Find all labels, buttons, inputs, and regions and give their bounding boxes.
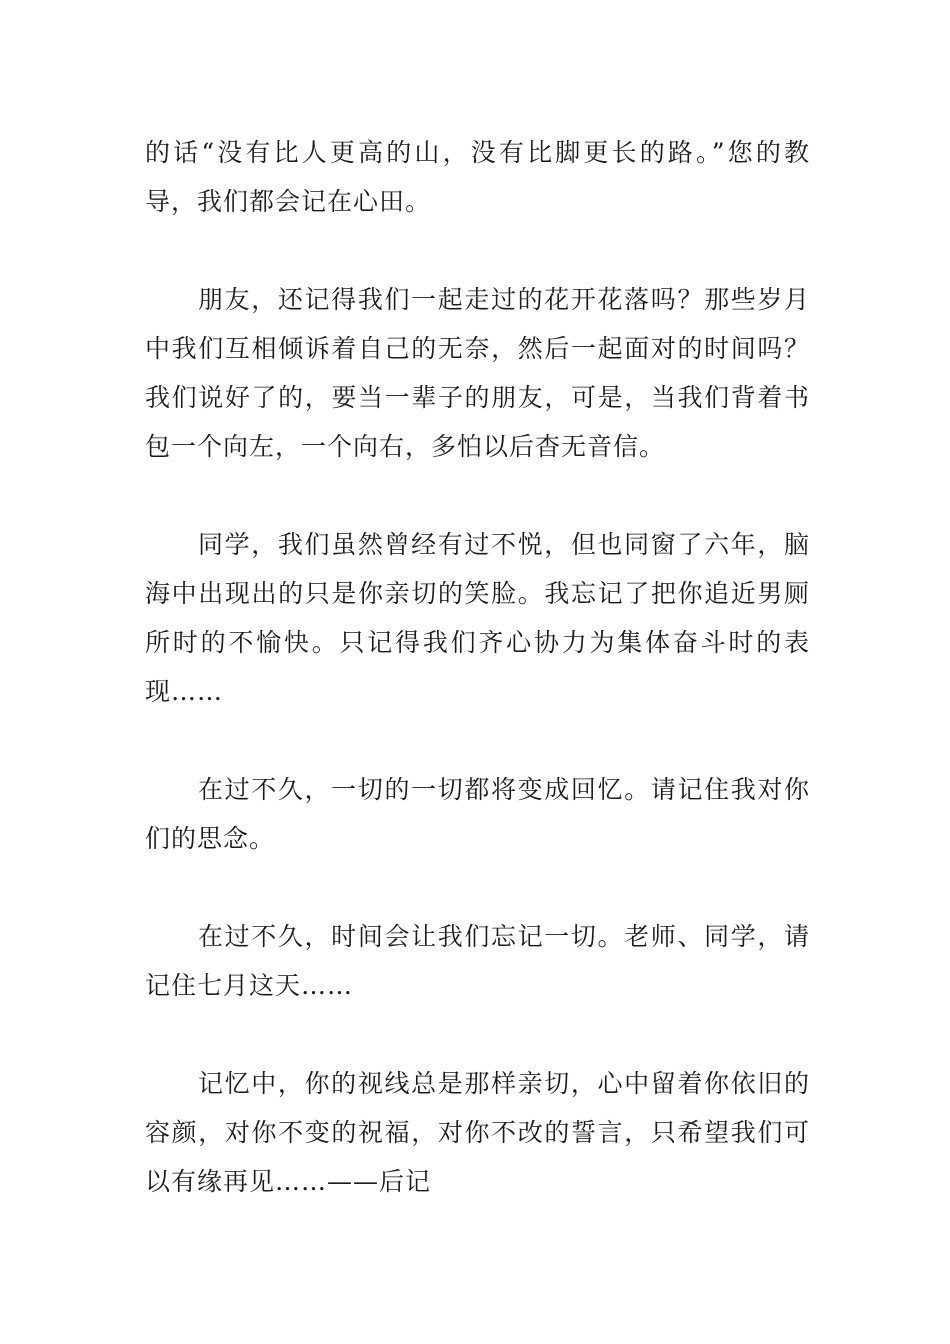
- paragraph-6: 记忆中，你的视线总是那样亲切，心中留着你依旧的容颜，对你不变的祝福，对你不改的誓言，只希望我们可以有缘再见……——后记: [145, 1069, 810, 1196]
- paragraph-2: 朋友，还记得我们一起走过的花开花落吗？那些岁月中我们互相倾诉着自己的无奈，然后一起面对的时间吗？我们说好了的，要当一辈子的朋友，可是，当我们背着书包一个向左，一个向右，多怕以后杳无音信。: [145, 285, 810, 461]
- paragraph-4: 在过不久，一切的一切都将变成回忆。请记住我对你们的思念。: [145, 775, 810, 853]
- paragraph-1: 的话“没有比人更高的山，没有比脚更长的路。”您的教导，我们都会记在心田。: [145, 138, 810, 216]
- paragraph-3: 同学，我们虽然曾经有过不悦，但也同窗了六年，脑海中出现出的只是你亲切的笑脸。我忘记了把你追近男厕所时的不愉快。只记得我们齐心协力为集体奋斗时的表现……: [145, 530, 810, 706]
- document-body: [145, 128, 810, 1206]
- paragraph-5: 在过不久，时间会让我们忘记一切。老师、同学，请记住七月这天……: [145, 922, 810, 1000]
